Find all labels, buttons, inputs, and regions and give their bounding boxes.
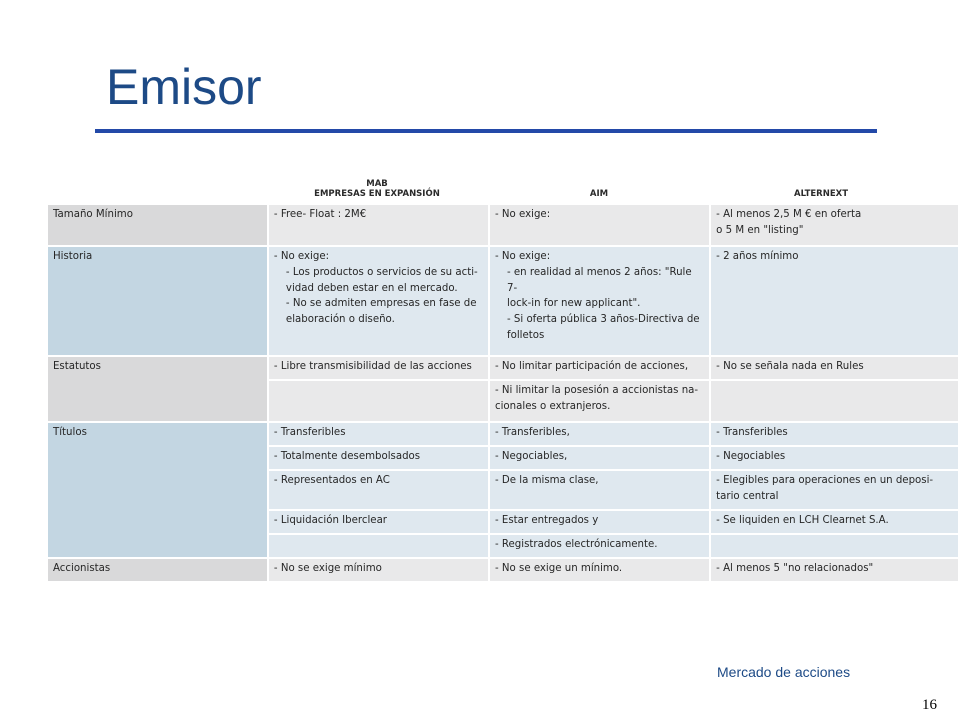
table-cell: - Liquidación Iberclear	[269, 511, 488, 533]
table-cell: - Transferibles,	[490, 423, 709, 445]
title-underline	[95, 129, 877, 133]
header-mab	[267, 168, 487, 200]
table-row	[48, 423, 958, 445]
row-label-historia: Historia	[48, 247, 267, 355]
table-cell: - De la misma clase,	[490, 471, 709, 509]
table-cell: - Elegibles para operaciones en un deposi- tario central	[711, 471, 958, 509]
table-cell: - No se señala nada en Rules	[711, 357, 958, 379]
row-label-tamano: Tamaño Mínimo	[48, 205, 267, 245]
header-aim: AIM	[589, 189, 609, 200]
row-label-titulos: Títulos	[48, 423, 267, 557]
table-cell-empty	[711, 381, 958, 421]
table-cell: - No se exige mínimo	[269, 559, 488, 581]
header-mab-line2: EMPRESAS EN EXPANSIÓN	[314, 189, 440, 200]
table-cell: - Transferibles	[711, 423, 958, 445]
table-row	[48, 205, 958, 245]
table-cell-empty	[711, 535, 958, 557]
table-cell: - Se liquiden en LCH Clearnet S.A.	[711, 511, 958, 533]
comparison-table	[46, 203, 960, 583]
table-cell: - Representados en AC	[269, 471, 488, 509]
row-label-estatutos: Estatutos	[48, 357, 267, 421]
row-label-accionistas: Accionistas	[48, 559, 267, 581]
table-cell: - Totalmente desembolsados	[269, 447, 488, 469]
page-title: Emisor	[106, 59, 262, 115]
column-headers	[46, 168, 960, 200]
table-row	[48, 559, 958, 581]
table-cell: - Free- Float : 2M€	[269, 205, 488, 245]
table-cell: - No limitar participación de acciones,	[490, 357, 709, 379]
table-row	[48, 247, 958, 355]
table-row	[48, 357, 958, 379]
table-cell: - Transferibles	[269, 423, 488, 445]
table-cell: - Al menos 2,5 M € en oferta o 5 M en "listing"	[711, 205, 958, 245]
table-cell: - Negociables,	[490, 447, 709, 469]
table-cell: - 2 años mínimo	[711, 247, 958, 355]
table-cell: - Estar entregados y	[490, 511, 709, 533]
table-cell: - No exige: - Los productos o servicios de su acti- vidad deben estar en el mercado. - No se admiten empresas en fase de elaboración o diseño.	[269, 247, 488, 355]
header-alternext: ALTERNEXT	[793, 189, 848, 200]
footer-label: Mercado de acciones	[717, 664, 851, 680]
table-cell: - Ni limitar la posesión a accionistas na- cionales o extranjeros.	[490, 381, 709, 421]
table-cell: - Al menos 5 "no relacionados"	[711, 559, 958, 581]
table-cell: - No se exige un mínimo.	[490, 559, 709, 581]
page-number: 16	[922, 697, 937, 713]
table-cell-empty	[269, 535, 488, 557]
table-cell: - Negociables	[711, 447, 958, 469]
table-cell-empty	[269, 381, 488, 421]
table-cell: - No exige: - en realidad al menos 2 años: "Rule 7- lock-in for new applicant". - Si oferta pública 3 años-Directiva de folletos	[490, 247, 709, 355]
table-cell: - Registrados electrónicamente.	[490, 535, 709, 557]
table-cell: - No exige:	[490, 205, 709, 245]
header-mab-line1: MAB	[366, 178, 388, 189]
table-cell: - Libre transmisibilidad de las acciones	[269, 357, 488, 379]
